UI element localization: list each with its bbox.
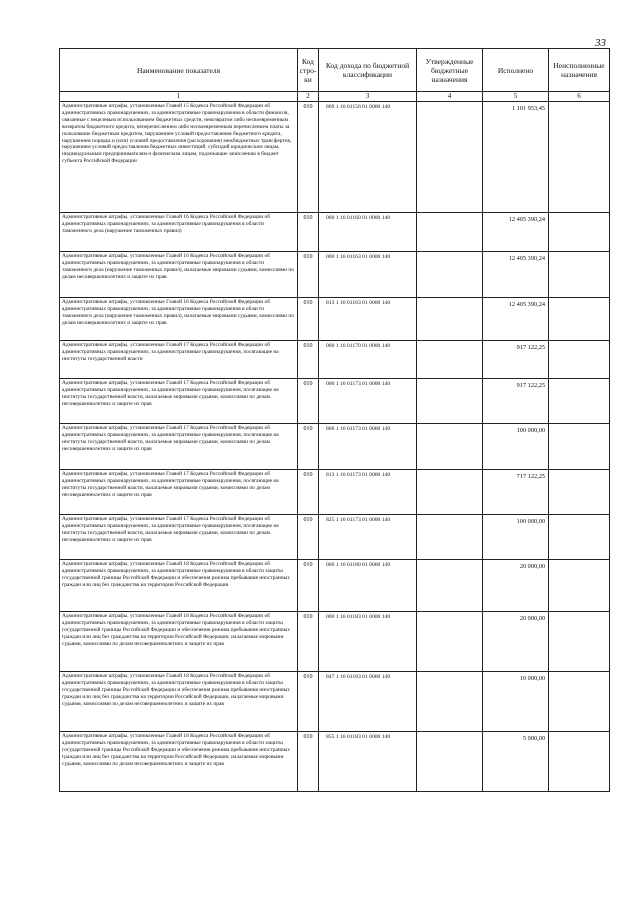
indicator-name: Административные штрафы, установленные Главой 17 Кодекса Российской Федерации об административных правонарушениях, за административные правонарушения, посягающие на институты государственной власти, налагаемые мировыми судьями, комиссиями по делам несовершеннолетних и защите их прав: [60, 470, 298, 515]
row-code: 010: [298, 341, 319, 379]
unfulfilled-amount: [549, 379, 610, 424]
budget-classification-code: 000 1 16 01160 01 0000 140: [319, 213, 417, 252]
approved-amount: [417, 213, 483, 252]
approved-amount: [417, 298, 483, 341]
approved-amount: [417, 252, 483, 298]
approved-amount: [417, 102, 483, 213]
indicator-name: Административные штрафы, установленные Главой 18 Кодекса Российской Федерации об административных правонарушениях, за административные правонарушения в области защиты государственной границы Российской Федерации и обеспечения режима пребывания иностранных граждан или лиц без гражданства на территории Российской Федерации, налагаемые мировыми судьями, комиссиями по делам несовершеннолетних и защите их прав: [60, 612, 298, 672]
indicator-name: Административные штрафы, установленные Главой 16 Кодекса Российской Федерации об административных правонарушениях, за административные правонарушения в области таможенного дела (нарушение таможенных правил), налагаемые мировыми судьями, комиссиями по делам несовершеннолетних и защите их прав: [60, 252, 298, 298]
budget-classification-code: 000 1 16 01183 01 0000 140: [319, 612, 417, 672]
indicator-name: Административные штрафы, установленные Главой 16 Кодекса Российской Федерации об административных правонарушениях, за административные правонарушения в области таможенного дела (нарушение таможенных правил): [60, 213, 298, 252]
approved-amount: [417, 341, 483, 379]
column-number: 2: [298, 92, 319, 102]
row-code: 010: [298, 672, 319, 732]
column-number: 3: [319, 92, 417, 102]
indicator-name: Административные штрафы, установленные Главой 18 Кодекса Российской Федерации об административных правонарушениях, за административные правонарушения в области защиты государственной границы Российской Федерации и обеспечения режима пребывания иностранных граждан или лиц без гражданства на территории Российской Федерации, налагаемые мировыми судьями, комиссиями по делам несовершеннолетних и защите их прав: [60, 672, 298, 732]
table-body: [60, 102, 610, 792]
executed-amount: 100 000,00: [483, 515, 549, 560]
table-row: [60, 732, 610, 792]
unfulfilled-amount: [549, 341, 610, 379]
unfulfilled-amount: [549, 213, 610, 252]
table-row: [60, 424, 610, 470]
executed-amount: 1 101 953,45: [483, 102, 549, 213]
unfulfilled-amount: [549, 298, 610, 341]
row-code: 010: [298, 252, 319, 298]
approved-amount: [417, 560, 483, 612]
indicator-name: Административные штрафы, установленные Главой 17 Кодекса Российской Федерации об административных правонарушениях, за административные правонарушения, посягающие на институты государственной власти, налагаемые мировыми судьями, комиссиями по делам несовершеннолетних и защите их прав: [60, 379, 298, 424]
unfulfilled-amount: [549, 515, 610, 560]
executed-amount: 20 000,00: [483, 612, 549, 672]
budget-classification-code: 869 1 16 01156 01 0000 140: [319, 102, 417, 213]
table-row: [60, 470, 610, 515]
approved-amount: [417, 424, 483, 470]
budget-classification-code: 000 1 16 01163 01 0000 140: [319, 252, 417, 298]
budget-classification-code: 000 1 16 01180 01 0000 140: [319, 560, 417, 612]
row-code: 010: [298, 213, 319, 252]
executed-amount: 917 122,25: [483, 341, 549, 379]
approved-amount: [417, 379, 483, 424]
approved-amount: [417, 612, 483, 672]
indicator-name: Административные штрафы, установленные Главой 15 Кодекса Российской Федерации об административных правонарушениях, за административные правонарушения в области финансов, связанные с нецелевым использованием бюджетных средств, невозвратом либо несвоевременным возвратом бюджетного кредита, неперечислением либо несвоевременным перечислением платы за пользование бюджетным кредитом, нарушением условий предоставления бюджетного кредита, нарушением порядка и (или) условий предоставления (расходования) межбюджетных трансфертов, нарушением условий предоставления бюджетных инвестиций, субсидий юридическим лицам, индивидуальным предпринимателям и физическим лицам, подлежащие зачислению в бюджет субъекта Российской Федерации: [60, 102, 298, 213]
row-code: 010: [298, 298, 319, 341]
budget-classification-code: 000 1 16 01173 01 0000 140: [319, 379, 417, 424]
budget-classification-code: 855 1 16 01183 01 0000 140: [319, 732, 417, 792]
unfulfilled-amount: [549, 470, 610, 515]
executed-amount: 12 405 390,24: [483, 213, 549, 252]
header-indicator-name: Наименование показателя: [60, 49, 298, 92]
header-executed: Исполнено: [483, 49, 549, 92]
table-row: [60, 672, 610, 732]
budget-classification-code: 813 1 16 01173 01 0000 140: [319, 470, 417, 515]
row-code: 010: [298, 732, 319, 792]
header-budget-classification-code: Код дохода по бюджетной классификации: [319, 49, 417, 92]
executed-amount: 717 122,25: [483, 470, 549, 515]
approved-amount: [417, 515, 483, 560]
indicator-name: Административные штрафы, установленные Главой 16 Кодекса Российской Федерации об административных правонарушениях, за административные правонарушения в области таможенного дела (нарушение таможенных правил), налагаемые мировыми судьями, комиссиями по делам несовершеннолетних и защите их прав: [60, 298, 298, 341]
unfulfilled-amount: [549, 252, 610, 298]
approved-amount: [417, 732, 483, 792]
header-unfulfilled-assignments: Неисполненные назначения: [549, 49, 610, 92]
table-row: [60, 298, 610, 341]
header-row-code: Код стро-ки: [298, 49, 319, 92]
table-row: [60, 252, 610, 298]
unfulfilled-amount: [549, 672, 610, 732]
table-header-row: [60, 49, 610, 92]
unfulfilled-amount: [549, 560, 610, 612]
column-number: 6: [549, 92, 610, 102]
budget-classification-code: 813 1 16 01163 01 0000 140: [319, 298, 417, 341]
unfulfilled-amount: [549, 102, 610, 213]
revenue-execution-table: [59, 48, 610, 792]
table-row: [60, 213, 610, 252]
row-code: 010: [298, 102, 319, 213]
executed-amount: 100 000,00: [483, 424, 549, 470]
column-number: 4: [417, 92, 483, 102]
approved-amount: [417, 672, 483, 732]
unfulfilled-amount: [549, 424, 610, 470]
approved-amount: [417, 470, 483, 515]
executed-amount: 5 000,00: [483, 732, 549, 792]
budget-classification-code: 847 1 16 01183 01 0000 140: [319, 672, 417, 732]
table-row: [60, 515, 610, 560]
executed-amount: 917 122,25: [483, 379, 549, 424]
indicator-name: Административные штрафы, установленные Главой 17 Кодекса Российской Федерации об административных правонарушениях, за административные правонарушения, посягающие на институты государственной власти, налагаемые мировыми судьями, комиссиями по делам несовершеннолетних и защите их прав: [60, 424, 298, 470]
column-number: 1: [60, 92, 298, 102]
table-row: [60, 560, 610, 612]
table-row: [60, 612, 610, 672]
column-number: 5: [483, 92, 549, 102]
row-code: 010: [298, 515, 319, 560]
table-row: [60, 379, 610, 424]
indicator-name: Административные штрафы, установленные Главой 18 Кодекса Российской Федерации об административных правонарушениях, за административные правонарушения в области защиты государственной границы Российской Федерации и обеспечения режима пребывания иностранных граждан или лиц без гражданства на территории Российской Федерации, налагаемые мировыми судьями, комиссиями по делам несовершеннолетних и защите их прав: [60, 732, 298, 792]
unfulfilled-amount: [549, 732, 610, 792]
column-number-row: [60, 92, 610, 102]
indicator-name: Административные штрафы, установленные Главой 17 Кодекса Российской Федерации об административных правонарушениях, за административные правонарушения, посягающие на институты государственной власти, налагаемые мировыми судьями, комиссиями по делам несовершеннолетних и защите их прав: [60, 515, 298, 560]
table-row: [60, 102, 610, 213]
budget-classification-code: 000 1 16 01170 01 0000 140: [319, 341, 417, 379]
unfulfilled-amount: [549, 612, 610, 672]
page-number: 33: [595, 37, 606, 49]
executed-amount: 20 000,00: [483, 560, 549, 612]
row-code: 010: [298, 470, 319, 515]
budget-classification-code: 825 1 16 01173 01 0000 140: [319, 515, 417, 560]
executed-amount: 12 405 390,24: [483, 252, 549, 298]
row-code: 010: [298, 379, 319, 424]
indicator-name: Административные штрафы, установленные Главой 17 Кодекса Российской Федерации об административных правонарушениях, за административные правонарушения, посягающие на институты государственной власти: [60, 341, 298, 379]
executed-amount: 12 405 390,24: [483, 298, 549, 341]
row-code: 010: [298, 612, 319, 672]
indicator-name: Административные штрафы, установленные Главой 18 Кодекса Российской Федерации об административных правонарушениях, за административные правонарушения в области защиты государственной границы Российской Федерации и обеспечения режима пребывания иностранных граждан или лиц без гражданства на территории Российской Федерации: [60, 560, 298, 612]
table-row: [60, 341, 610, 379]
executed-amount: 10 000,00: [483, 672, 549, 732]
header-approved-assignments: Утвержденные бюджетные назначения: [417, 49, 483, 92]
budget-classification-code: 806 1 16 01173 01 0000 140: [319, 424, 417, 470]
row-code: 010: [298, 560, 319, 612]
row-code: 010: [298, 424, 319, 470]
